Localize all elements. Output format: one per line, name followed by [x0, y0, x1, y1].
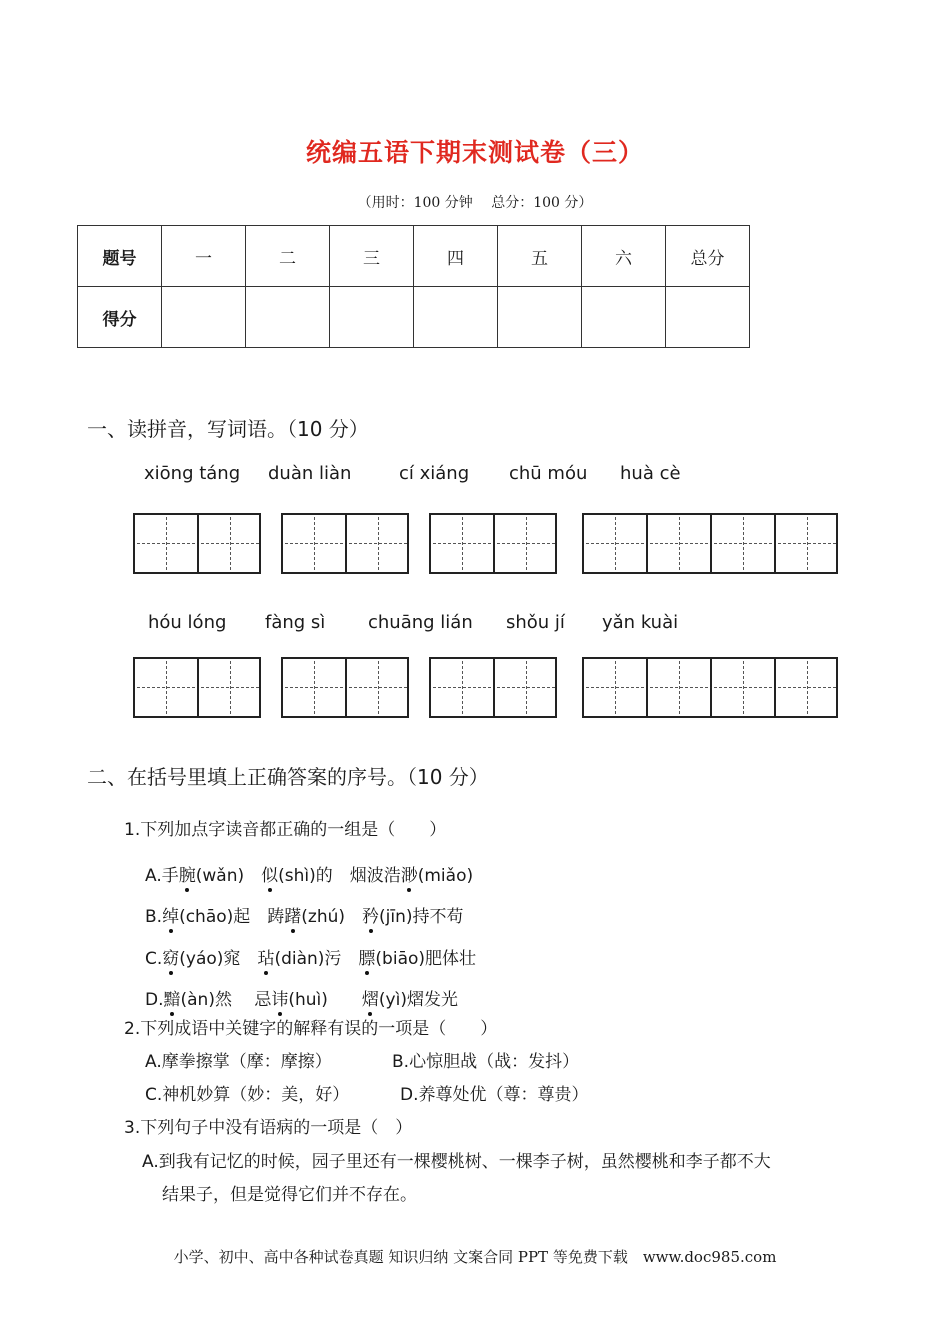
- exam-subtitle: （用时：100 分钟 总分：100 分）: [357, 195, 593, 211]
- question-1-option-b[interactable]: [145, 902, 464, 927]
- writing-grid[interactable]: [429, 657, 557, 718]
- score-cell: 五: [498, 226, 582, 287]
- option-text: C.: [145, 949, 163, 969]
- dotted-char: 绰: [162, 907, 180, 927]
- score-table-header-row: [78, 226, 750, 287]
- pinyin-label: fàng sì: [265, 612, 326, 633]
- question-1-stem: 1.下列加点字读音都正确的一组是（ ）: [124, 820, 447, 840]
- option-text: B.: [145, 907, 163, 927]
- score-input-cell[interactable]: [666, 287, 750, 348]
- grid-cell[interactable]: [431, 659, 493, 716]
- grid-cell[interactable]: [493, 515, 557, 572]
- dotted-char: 黯: [163, 990, 181, 1010]
- pinyin-label: shǒu jí: [506, 612, 565, 633]
- score-row-label: 得分: [78, 287, 162, 348]
- score-cell: 三: [330, 226, 414, 287]
- score-cell: 一: [162, 226, 246, 287]
- dotted-char: 矜: [362, 907, 380, 927]
- grid-cell[interactable]: [493, 659, 557, 716]
- pinyin-label: hóu lóng: [148, 612, 227, 633]
- pinyin-label: xiōng táng: [144, 463, 241, 484]
- page-footer: 小学、初中、高中各种试卷真题 知识归纳 文案合同 PPT 等免费下载 www.doc985.com: [173, 1248, 777, 1266]
- dotted-char: 渺: [400, 866, 418, 886]
- question-2-option-c[interactable]: C.神机妙算（妙：美，好）: [145, 1085, 350, 1105]
- writing-grid[interactable]: [281, 513, 409, 574]
- grid-cell[interactable]: [710, 659, 774, 716]
- dotted-char: 似: [261, 866, 279, 886]
- grid-cell[interactable]: [345, 515, 409, 572]
- score-input-cell[interactable]: [582, 287, 666, 348]
- grid-cell[interactable]: [135, 515, 197, 572]
- score-cell: 四: [414, 226, 498, 287]
- option-text: (diàn)污: [274, 949, 359, 969]
- grid-cell[interactable]: [135, 659, 197, 716]
- pinyin-label: huà cè: [620, 463, 681, 484]
- option-text: (zhú): [301, 907, 363, 927]
- option-text: D.: [145, 990, 164, 1010]
- pinyin-label: duàn liàn: [268, 463, 352, 484]
- question-2-option-d[interactable]: D.养尊处优（尊：尊贵）: [400, 1085, 589, 1105]
- option-text: (yáo)窕: [179, 949, 258, 969]
- score-input-cell[interactable]: [162, 287, 246, 348]
- option-text: (yì)熠发光: [378, 990, 458, 1010]
- question-1-option-c[interactable]: [145, 944, 476, 969]
- question-2-stem: 2.下列成语中关键字的解释有误的一项是（ ）: [124, 1019, 498, 1039]
- writing-grid[interactable]: [582, 513, 838, 574]
- pinyin-label: chū móu: [509, 463, 588, 484]
- option-text: (biāo)肥体壮: [375, 949, 477, 969]
- writing-grid[interactable]: [582, 657, 838, 718]
- grid-cell[interactable]: [584, 659, 646, 716]
- dotted-char: 腕: [178, 866, 196, 886]
- question-1-option-d[interactable]: [145, 985, 458, 1010]
- option-text: (shì)的 烟波浩: [278, 866, 401, 886]
- writing-grid[interactable]: [429, 513, 557, 574]
- question-2-option-a[interactable]: A.摩拳擦掌（摩：摩擦）: [145, 1052, 332, 1072]
- score-cell: 总分: [666, 226, 750, 287]
- option-text: (jīn)持不苟: [379, 907, 464, 927]
- exam-title: 统编五语下期末测试卷（三）: [305, 138, 644, 167]
- question-1-option-a[interactable]: [145, 861, 473, 886]
- grid-cell[interactable]: [646, 515, 710, 572]
- writing-grid[interactable]: [133, 657, 261, 718]
- dotted-char: 窈: [162, 949, 180, 969]
- question-3-option-a-continued: 结果子，但是觉得它们并不存在。: [162, 1185, 417, 1205]
- score-table-score-row: [78, 287, 750, 348]
- score-cell: 六: [582, 226, 666, 287]
- pinyin-label: yǎn kuài: [602, 612, 679, 633]
- option-text: (àn)然 忌: [180, 990, 272, 1010]
- grid-cell[interactable]: [774, 659, 838, 716]
- dotted-char: 躇: [284, 907, 302, 927]
- grid-cell[interactable]: [345, 659, 409, 716]
- writing-grid[interactable]: [281, 657, 409, 718]
- dotted-char: 讳: [271, 990, 289, 1010]
- grid-cell[interactable]: [584, 515, 646, 572]
- score-input-cell[interactable]: [330, 287, 414, 348]
- dotted-char: 熠: [361, 990, 379, 1010]
- grid-cell[interactable]: [431, 515, 493, 572]
- score-input-cell[interactable]: [414, 287, 498, 348]
- option-text: A.手: [145, 866, 179, 886]
- question-2-option-b[interactable]: B.心惊胆战（战：发抖）: [392, 1052, 580, 1072]
- option-text: (huì): [288, 990, 362, 1010]
- grid-cell[interactable]: [197, 515, 261, 572]
- score-table: [77, 225, 750, 348]
- grid-cell[interactable]: [283, 515, 345, 572]
- question-3-stem: 3.下列句子中没有语病的一项是（ ）: [124, 1118, 413, 1138]
- grid-cell[interactable]: [774, 515, 838, 572]
- question-3-option-a[interactable]: A.到我有记忆的时候，园子里还有一棵樱桃树、一棵李子树，虽然樱桃和李子都不大: [142, 1152, 771, 1172]
- score-cell: 二: [246, 226, 330, 287]
- option-text: (wǎn): [195, 866, 262, 886]
- dotted-char: 玷: [257, 949, 275, 969]
- section2-heading: 二、在括号里填上正确答案的序号。（10 分）: [87, 765, 489, 789]
- option-text: (miǎo): [417, 866, 474, 886]
- grid-cell[interactable]: [197, 659, 261, 716]
- pinyin-label: chuāng lián: [368, 612, 473, 633]
- grid-cell[interactable]: [283, 659, 345, 716]
- section1-heading: 一、读拼音，写词语。（10 分）: [87, 417, 369, 441]
- score-cell: 题号: [78, 226, 162, 287]
- dotted-char: 膘: [358, 949, 376, 969]
- grid-cell[interactable]: [646, 659, 710, 716]
- writing-grid[interactable]: [133, 513, 261, 574]
- pinyin-label: cí xiáng: [399, 463, 470, 484]
- grid-cell[interactable]: [710, 515, 774, 572]
- option-text: (chāo)起 踌: [179, 907, 285, 927]
- score-input-cell[interactable]: [246, 287, 330, 348]
- score-input-cell[interactable]: [498, 287, 582, 348]
